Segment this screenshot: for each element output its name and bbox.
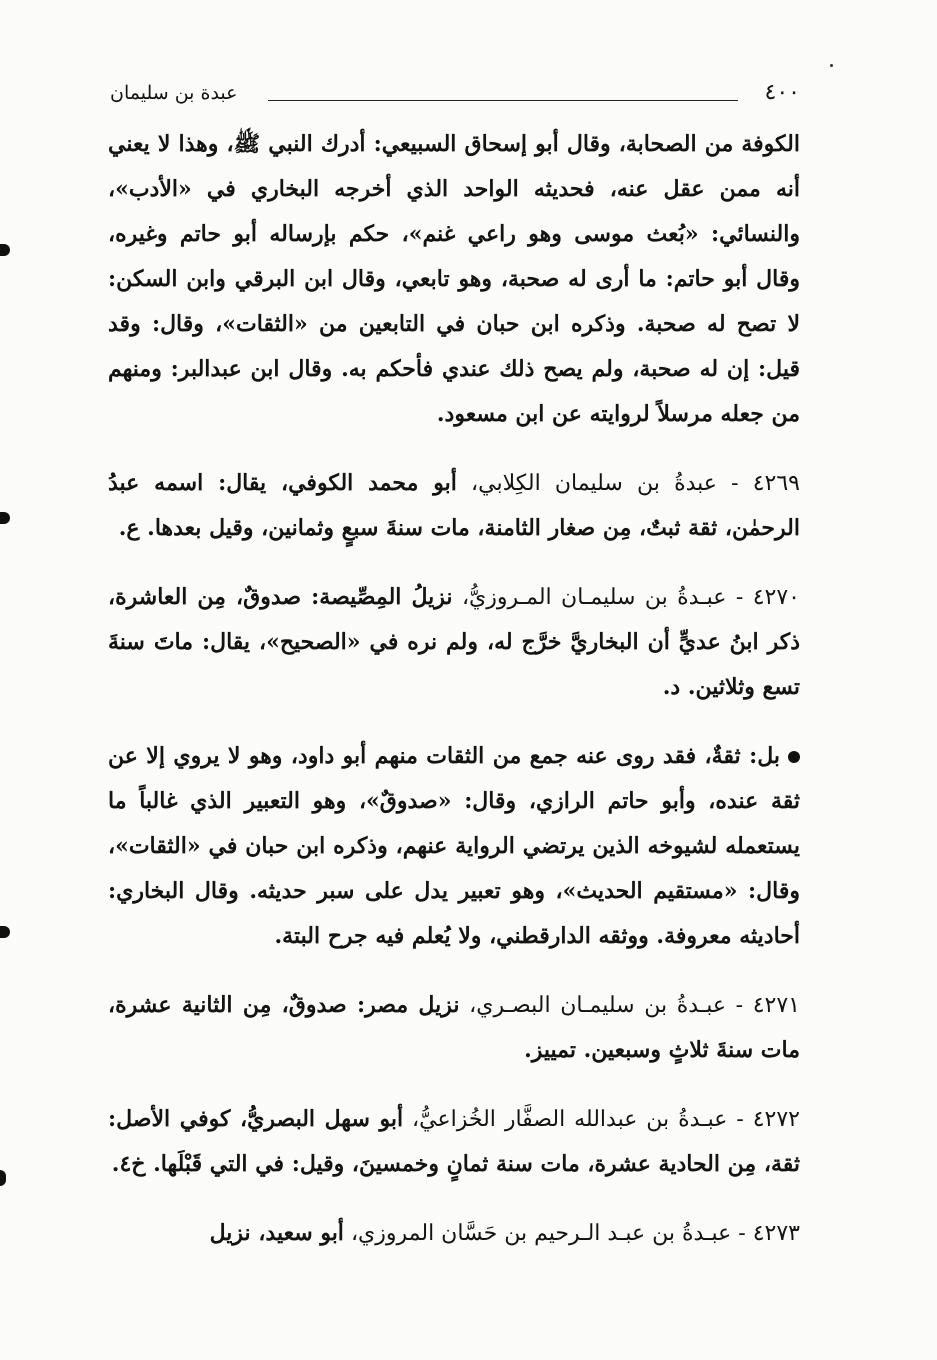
entry-number: ٤٢٧٣	[752, 1221, 800, 1246]
scan-speck	[830, 64, 833, 67]
binding-mark	[0, 1170, 6, 1186]
entry-name: عبـدةُ بن عبدالله الصفَّار الخُزاعيُّ،	[412, 1107, 728, 1132]
editor-comment	[108, 734, 800, 959]
entry-text: أبو سهل البصريُّ، كوفي الأصل: ثقة، مِن الحادية عشرة، مات سنة ثمانٍ وخمسينَ، وقيل: في التي قَبْلَها. خ٤.	[108, 1106, 800, 1177]
running-title: عبدة بن سليمان	[110, 82, 238, 104]
page-body	[108, 122, 800, 1256]
entry-name: عبـدةُ بن سليمـان المـروزيُّ،	[461, 585, 727, 610]
entry-number: ٤٢٧٠	[752, 585, 800, 610]
entry-name: عبـدةُ بن سليمـان البصـري،	[469, 993, 727, 1018]
entry-4270	[108, 575, 800, 710]
entry-text: نزيلُ المِصِّيصة: صدوقٌ، مِن العاشرة، ذكر ابنُ عديٍّ أن البخاريَّ خرَّج له، ولم نره في «الصحيح»، يقال: ماتَ سنةَ تسع وثلاثين. د.	[108, 584, 800, 700]
binding-mark	[0, 512, 10, 524]
entry-dash: -	[727, 1107, 744, 1132]
entry-number: ٤٢٦٩	[752, 471, 800, 496]
entry-dash: -	[726, 993, 744, 1018]
page-header	[110, 78, 800, 114]
entry-name: عبـدةُ بن عبـد الـرحيم بن حَسَّان المروزي،	[350, 1221, 732, 1246]
entry-4269	[108, 461, 800, 551]
page-number: ٤٠٠	[764, 80, 800, 105]
entry-number: ٤٢٧٢	[752, 1107, 800, 1132]
paragraph-continuation: الكوفة من الصحابة، وقال أبو إسحاق السبيعي: أدرك النبي ﷺ، وهذا لا يعني أنه ممن عقل عنه، فحديثه الواحد الذي أخرجه البخاري في «الأدب»، والنسائي: «بُعث موسى وهو راعي غنم»، حكم بإرساله أبو حاتم وغيره، وقال أبو حاتم: ما أرى له صحبة، وهو تابعي، وقال ابن البرقي وابن السكن: لا تصح له صحبة. وذكره ابن حبان في التابعين من «الثقات»، وقال: وقد قيل: إن له صحبة، ولم يصح ذلك عندي فأحكم به. وقال ابن عبدالبر: ومنهم من جعله مرسلاً لروايته عن ابن مسعود.	[108, 131, 800, 427]
entry-4271	[108, 983, 800, 1073]
entry-name: عبدةُ بن سليمان الكِلابي،	[471, 471, 717, 496]
entry-text: نزيل مصر: صدوقٌ، مِن الثانية عشرة، مات سنةَ ثلاثٍ وسبعين. تمييز.	[108, 992, 800, 1063]
entry-text: أبو محمد الكوفي، يقال: اسمه عبدُ الرحمٰن، ثقة ثبتٌ، مِن صغار الثامنة، مات سنةَ سبعٍ وثمانين، وقيل بعدها. ع.	[108, 470, 800, 541]
comment-text: بل: ثقةٌ، فقد روى عنه جمع من الثقات منهم أبو داود، وهو لا يروي إلا عن ثقة عنده، وأبو حاتم الرازي، وقال: «صدوقٌ»، وهو التعبير الذي غالباً ما يستعمله لشيوخه الذين يرتضي الرواية عنهم، وذكره ابن حبان في «الثقات»، وقال: «مستقيم الحديث»، وهو تعبير يدل على سبر حديثه. وقال البخاري: أحاديثه معروفة. ووثقه الدارقطني، ولا يُعلم فيه جرح البتة.	[108, 743, 800, 949]
entry-number: ٤٢٧١	[752, 993, 800, 1018]
entry-text: أبو سعيد، نزيل	[209, 1220, 344, 1246]
entry-4272	[108, 1097, 800, 1187]
entry-4273	[108, 1211, 800, 1256]
entry-dash: -	[716, 471, 739, 496]
bullet-icon	[788, 751, 800, 763]
entry-dash: -	[731, 1221, 746, 1246]
binding-mark	[0, 244, 10, 256]
entry-dash: -	[726, 585, 744, 610]
binding-mark	[0, 926, 10, 938]
header-rule	[268, 100, 738, 101]
